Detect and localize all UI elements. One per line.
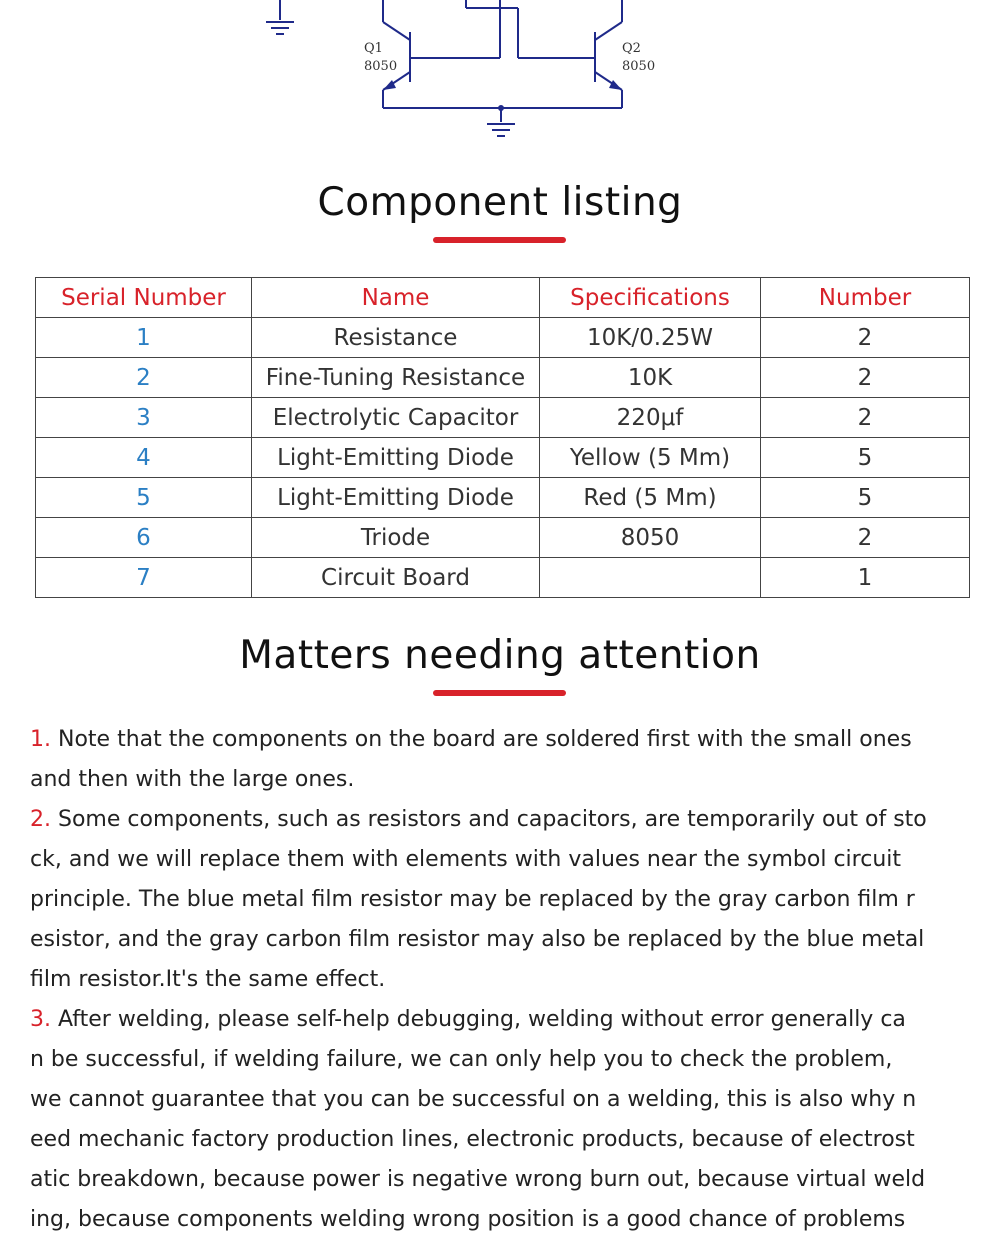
- serial-cell: 1: [36, 318, 252, 358]
- table-header-row: [36, 278, 970, 318]
- note-line: [30, 800, 985, 840]
- note-line: [30, 880, 985, 920]
- q1-label: Q1: [364, 41, 383, 56]
- attention-title: Matters needing attention: [239, 633, 761, 678]
- note-number: 1.: [30, 727, 51, 752]
- note-text: After welding, please self-help debugging, welding without error generally ca: [58, 1007, 906, 1032]
- q1-part: 8050: [364, 59, 398, 74]
- spec-cell: 8050: [540, 518, 761, 558]
- name-cell: Triode: [252, 518, 540, 558]
- table-row: [36, 438, 970, 478]
- q2-part: 8050: [622, 59, 656, 74]
- table-row: [36, 358, 970, 398]
- name-cell: Electrolytic Capacitor: [252, 398, 540, 438]
- serial-cell: 2: [36, 358, 252, 398]
- name-cell: Fine-Tuning Resistance: [252, 358, 540, 398]
- note-number: 2.: [30, 807, 51, 832]
- note-line: [30, 920, 985, 960]
- note-line: [30, 840, 985, 880]
- serial-cell: 7: [36, 558, 252, 598]
- serial-cell: 6: [36, 518, 252, 558]
- note-line: [30, 1160, 985, 1200]
- table-body: [36, 318, 970, 598]
- note-line: [30, 760, 985, 800]
- note-text: n be successful, if welding failure, we can only help you to check the problem,: [30, 1047, 893, 1072]
- name-cell: Resistance: [252, 318, 540, 358]
- note-text: principle. The blue metal film resistor may be replaced by the gray carbon film r: [30, 887, 915, 912]
- serial-cell: 5: [36, 478, 252, 518]
- note-line: [30, 1000, 985, 1040]
- attention-notes: [30, 720, 985, 1240]
- q2-label: Q2: [622, 41, 641, 56]
- component-table: [35, 277, 970, 598]
- quantity-cell: 1: [761, 558, 970, 598]
- quantity-cell: 2: [761, 398, 970, 438]
- note-number: 3.: [30, 1007, 51, 1032]
- spec-cell: 10K/0.25W: [540, 318, 761, 358]
- component-listing-title: Component listing: [317, 180, 683, 225]
- title-underline: [433, 690, 566, 696]
- note-line: [30, 1120, 985, 1160]
- quantity-cell: 5: [761, 478, 970, 518]
- quantity-cell: 2: [761, 318, 970, 358]
- spec-cell: Red (5 Mm): [540, 478, 761, 518]
- note-text: Some components, such as resistors and capacitors, are temporarily out of sto: [58, 807, 927, 832]
- table-row: [36, 398, 970, 438]
- column-header: Serial Number: [36, 278, 252, 318]
- name-cell: Circuit Board: [252, 558, 540, 598]
- title-underline: [433, 237, 566, 243]
- note-line: [30, 960, 985, 1000]
- name-cell: Light-Emitting Diode: [252, 478, 540, 518]
- spec-cell: 220μf: [540, 398, 761, 438]
- note-line: [30, 1200, 985, 1240]
- note-line: [30, 1040, 985, 1080]
- table-row: [36, 518, 970, 558]
- column-header: Number: [761, 278, 970, 318]
- note-text: we cannot guarantee that you can be successful on a welding, this is also why n: [30, 1087, 917, 1112]
- circuit-schematic: [0, 0, 1000, 150]
- note-line: [30, 1080, 985, 1120]
- note-text: esistor, and the gray carbon film resistor may also be replaced by the blue metal: [30, 927, 925, 952]
- serial-cell: 4: [36, 438, 252, 478]
- quantity-cell: 2: [761, 518, 970, 558]
- note-text: Note that the components on the board are soldered first with the small ones: [58, 727, 912, 752]
- table-row: [36, 558, 970, 598]
- note-text: ck, and we will replace them with elements with values near the symbol circuit: [30, 847, 901, 872]
- quantity-cell: 2: [761, 358, 970, 398]
- column-header: Specifications: [540, 278, 761, 318]
- note-text: atic breakdown, because power is negative wrong burn out, because virtual weld: [30, 1167, 926, 1192]
- column-header: Name: [252, 278, 540, 318]
- note-text: ing, because components welding wrong position is a good chance of problems: [30, 1207, 906, 1232]
- note-text: eed mechanic factory production lines, electronic products, because of electrost: [30, 1127, 915, 1152]
- quantity-cell: 5: [761, 438, 970, 478]
- name-cell: Light-Emitting Diode: [252, 438, 540, 478]
- serial-cell: 3: [36, 398, 252, 438]
- note-text: film resistor.It's the same effect.: [30, 967, 386, 992]
- spec-cell: Yellow (5 Mm): [540, 438, 761, 478]
- table-row: [36, 318, 970, 358]
- note-line: [30, 720, 985, 760]
- note-text: and then with the large ones.: [30, 767, 355, 792]
- spec-cell: 10K: [540, 358, 761, 398]
- table-row: [36, 478, 970, 518]
- spec-cell: [540, 558, 761, 598]
